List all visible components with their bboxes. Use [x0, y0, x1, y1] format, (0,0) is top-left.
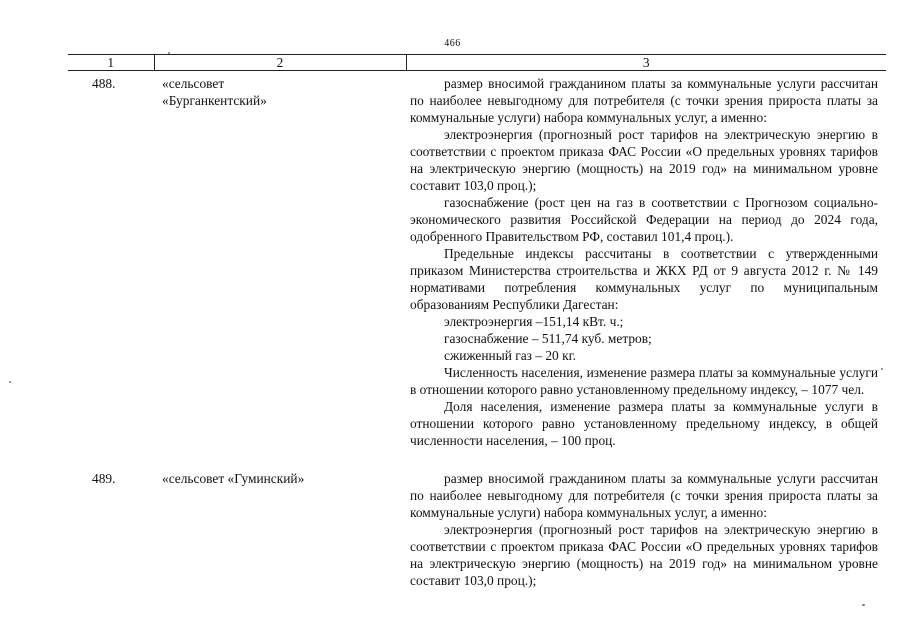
scan-speck: [881, 368, 883, 370]
municipality-name: [154, 466, 406, 589]
row-spacer: [68, 449, 886, 466]
description-paragraph: газоснабжение (рост цен на газ в соответствии с Прогнозом социально-экономического развития Российской Федерации на период до 2024 года, одобренного Правительством РФ, составил 101,4 проц.).: [410, 195, 878, 244]
description-paragraph: размер вносимой гражданином платы за коммунальные услуги рассчитан по наиболее невыгодному для потребителя (с точки зрения прироста платы за коммунальные услуги) набора коммунальных услуг, а именно:: [410, 76, 878, 125]
row-number: 489.: [92, 471, 116, 486]
document-table: [68, 54, 886, 589]
description-cell: [406, 466, 886, 589]
description-paragraph: электроэнергия (прогнозный рост тарифов на электрическую энергию в соответствии с проектом приказа ФАС России «О предельных уровнях тарифов на электрическую энергию (мощность) на 2019 год» на минимальном уровне составит 103,0 проц.);: [410, 522, 878, 588]
page-number: 466: [444, 38, 461, 49]
description-paragraph: Доля населения, изменение размера платы за коммунальные услуги в отношении которого равно установленному предельному индексу, в общей численности населения, – 100 проц.: [410, 399, 878, 448]
table-body: [68, 71, 886, 590]
scan-speck: [862, 604, 865, 606]
column-header: 3: [406, 55, 886, 71]
description-paragraph: размер вносимой гражданином платы за коммунальные услуги рассчитан по наиболее невыгодному для потребителя (с точки зрения прироста платы за коммунальные услуги) набора коммунальных услуг, а именно:: [410, 471, 878, 520]
scan-speck: [9, 381, 11, 383]
description-cell: [406, 71, 886, 450]
municipality-name-line: «Бурганкентский»: [162, 93, 267, 108]
description-paragraph: Предельные индексы рассчитаны в соответствии с утвержденными приказом Министерства строительства и ЖКХ РД от 9 августа 2012 г. № 149 нормативами потребления коммунальных услуг по муниципальным образованиям Республики Дагестан:: [410, 246, 878, 312]
table-row: [68, 466, 886, 589]
municipality-name: [154, 71, 406, 450]
municipality-name-line: «сельсовет: [162, 76, 225, 91]
column-header: 2: [154, 55, 406, 71]
description-paragraph: сжиженный газ – 20 кг.: [444, 348, 576, 363]
municipality-name-line: «сельсовет «Гуминский»: [162, 471, 305, 486]
column-header: 1: [68, 55, 154, 71]
description-paragraph: газоснабжение – 511,74 куб. метров;: [444, 331, 652, 346]
scan-speck: [168, 52, 170, 54]
description-paragraph: Численность населения, изменение размера платы за коммунальные услуги в отношении которого равно установленному предельному индексу, – 1077 чел.: [410, 365, 878, 397]
table-header-row: [68, 55, 886, 71]
table-row: [68, 71, 886, 450]
description-paragraph: электроэнергия –151,14 кВт. ч.;: [444, 314, 624, 329]
description-paragraph: электроэнергия (прогнозный рост тарифов на электрическую энергию в соответствии с проектом приказа ФАС России «О предельных уровнях тарифов на электрическую энергию (мощность) на 2019 год» на минимальном уровне составит 103,0 проц.);: [410, 127, 878, 193]
row-number: 488.: [92, 76, 116, 91]
